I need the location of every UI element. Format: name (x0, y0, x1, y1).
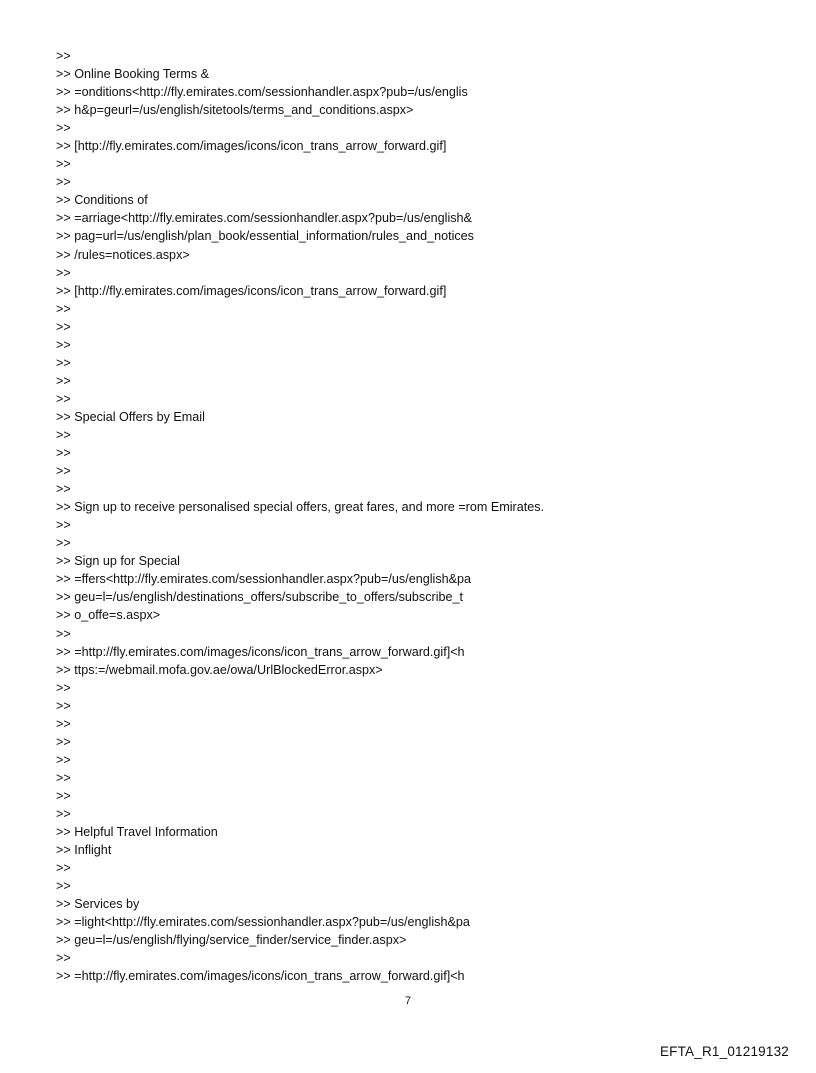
document-line: >> (56, 770, 71, 785)
document-line: >> (56, 752, 71, 767)
document-line: >> Sign up for Special (56, 554, 180, 569)
document-line: >> Online Booking Terms & (56, 67, 210, 82)
bates-number: EFTA_R1_01219132 (659, 1044, 789, 1059)
document-line: >> (56, 319, 71, 334)
document-line: >> pag=url=/us/english/plan_book/essential_information/rules_and_notices (56, 229, 474, 244)
document-line: >> =arriage<http://fly.emirates.com/sessionhandler.aspx?pub=/us/english& (56, 211, 472, 226)
document-line: >> (56, 536, 71, 551)
document-line: >> (56, 175, 71, 190)
document-line: >> Special Offers by Email (56, 409, 205, 424)
document-line: >> (56, 518, 71, 533)
document-line: >> /rules=notices.aspx> (56, 247, 190, 262)
document-line: >> (56, 121, 71, 136)
document-line: >> (56, 626, 71, 641)
document-line: >> Helpful Travel Information (56, 825, 218, 840)
document-line: >> (56, 861, 71, 876)
document-line: >> (56, 482, 71, 497)
document-line: >> (56, 427, 71, 442)
document-line: >> (56, 355, 71, 370)
document-line: >> (56, 49, 71, 63)
document-line: >> (56, 301, 71, 316)
document-line: >> =light<http://fly.emirates.com/sessionhandler.aspx?pub=/us/english&pa (56, 915, 470, 930)
document-line: >> Services by (56, 897, 140, 912)
document-line: >> geu=l=/us/english/flying/service_finder/service_finder.aspx> (56, 933, 407, 948)
document-line: >> [http://fly.emirates.com/images/icons/icon_trans_arrow_forward.gif] (56, 283, 447, 298)
document-line: >> (56, 806, 71, 821)
page-number: 7 (404, 995, 412, 1007)
document-line: >> (56, 446, 71, 461)
document-line: >> [http://fly.emirates.com/images/icons/icon_trans_arrow_forward.gif] (56, 139, 447, 154)
document-line: >> (56, 337, 71, 352)
document-line: >> (56, 157, 71, 172)
document-line: >> ttps:=/webmail.mofa.gov.ae/owa/UrlBlockedError.aspx> (56, 662, 383, 677)
document-line: >> (56, 951, 71, 966)
document-body (56, 47, 776, 985)
document-line: >> o_offe=s.aspx> (56, 608, 161, 623)
document-line: >> =ffers<http://fly.emirates.com/sessionhandler.aspx?pub=/us/english&pa (56, 572, 472, 587)
document-line: >> (56, 734, 71, 749)
document-line: >> (56, 265, 71, 280)
document-line: >> Inflight (56, 843, 112, 858)
document-line: >> (56, 680, 71, 695)
document-line: >> (56, 788, 71, 803)
document-line: >> Conditions of (56, 193, 148, 208)
document-line: >> (56, 391, 71, 406)
document-line: >> geu=l=/us/english/destinations_offers/subscribe_to_offers/subscribe_t (56, 590, 463, 605)
document-line: >> =http://fly.emirates.com/images/icons/icon_trans_arrow_forward.gif]<h (56, 969, 465, 984)
document-line: >> (56, 373, 71, 388)
document-line: >> (56, 464, 71, 479)
document-line: >> (56, 698, 71, 713)
document-line: >> Sign up to receive personalised special offers, great fares, and more =rom Emirates. (56, 500, 545, 515)
document-line: >> =http://fly.emirates.com/images/icons/icon_trans_arrow_forward.gif]<h (56, 644, 465, 659)
document-line: >> (56, 716, 71, 731)
document-line: >> h&p=geurl=/us/english/sitetools/terms_and_conditions.aspx> (56, 103, 414, 118)
document-line: >> =onditions<http://fly.emirates.com/sessionhandler.aspx?pub=/us/englis (56, 85, 468, 100)
document-line: >> (56, 879, 71, 894)
